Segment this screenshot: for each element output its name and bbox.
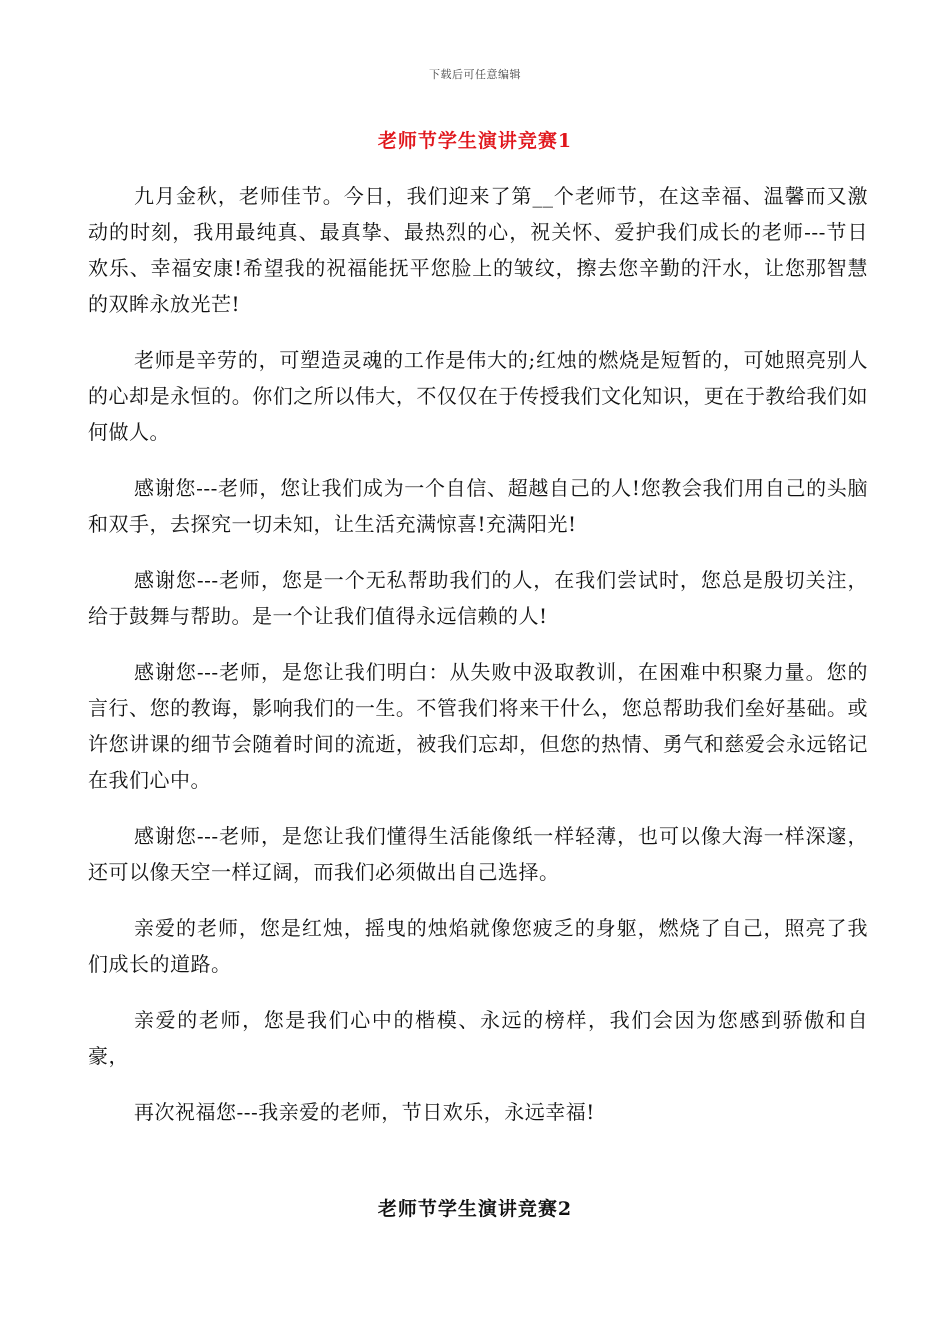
header-note: 下载后可任意编辑: [429, 68, 521, 81]
document-body: [88, 178, 868, 1150]
paragraph: 亲爱的老师，您是红烛，摇曳的烛焰就像您疲乏的身躯，燃烧了自己，照亮了我们成长的道路。: [88, 916, 868, 976]
paragraph: 感谢您---老师，是您让我们明白：从失败中汲取教训，在困难中积聚力量。您的言行、您的教诲，影响我们的一生。不管我们将来干什么，您总帮助我们垒好基础。或许您讲课的细节会随着时间的流逝，被我们忘却，但您的热情、勇气和慈爱会永远铭记在我们心中。: [88, 660, 868, 792]
paragraph: 感谢您---老师，是您让我们懂得生活能像纸一样轻薄，也可以像大海一样深邃，还可以像天空一样辽阔，而我们必须做出自己选择。: [88, 824, 868, 884]
document-title-1: 老师节学生演讲竞赛1: [377, 130, 573, 152]
paragraph: 九月金秋，老师佳节。今日，我们迎来了第__个老师节，在这幸福、温馨而又激动的时刻，我用最纯真、最真挚、最热烈的心，祝关怀、爱护我们成长的老师---节日欢乐、幸福安康!希望我的祝福能抚平您脸上的皱纹，擦去您辛勤的汗水，让您那智慧的双眸永放光芒!: [88, 184, 868, 316]
paragraph: 感谢您---老师，您让我们成为一个自信、超越自己的人!您教会我们用自己的头脑和双手，去探究一切未知，让生活充满惊喜!充满阳光!: [88, 476, 868, 536]
paragraph: 老师是辛劳的，可塑造灵魂的工作是伟大的;红烛的燃烧是短暂的，可她照亮别人的心却是永恒的。你们之所以伟大，不仅仅在于传授我们文化知识，更在于教给我们如何做人。: [88, 348, 868, 444]
paragraph: 亲爱的老师，您是我们心中的楷模、永远的榜样，我们会因为您感到骄傲和自豪，: [88, 1008, 868, 1068]
document-title-2: 老师节学生演讲竞赛2: [377, 1198, 573, 1220]
paragraph: 感谢您---老师，您是一个无私帮助我们的人，在我们尝试时，您总是殷切关注，给于鼓舞与帮助。是一个让我们值得永远信赖的人!: [88, 568, 868, 628]
paragraph: 再次祝福您---我亲爱的老师，节日欢乐，永远幸福!: [134, 1100, 595, 1124]
